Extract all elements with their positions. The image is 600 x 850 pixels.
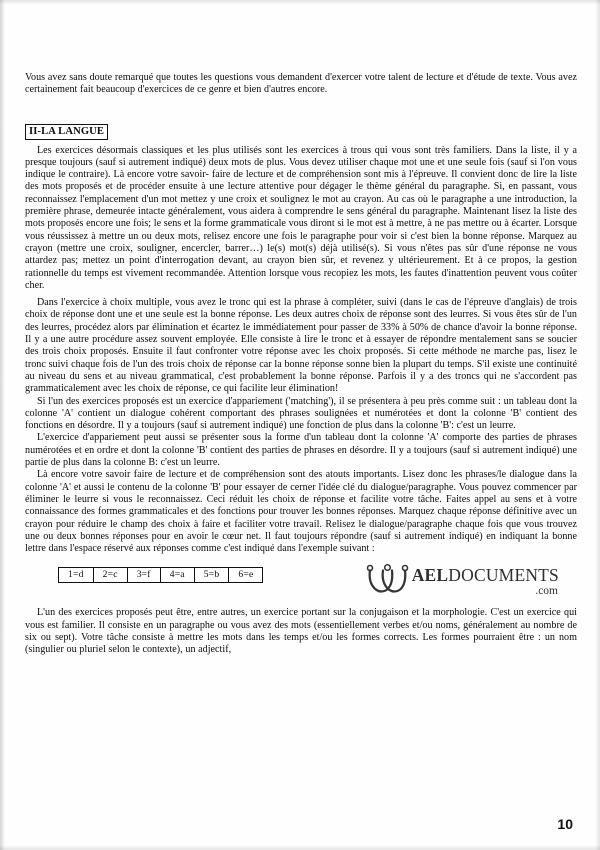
intro-paragraph: Vous avez sans doute remarqué que toutes les questions vous demandent d'exercer votre talent de lecture et d'étude de texte. Vous avez certainement fait beaucoup d'exercices de ce genre et bien d'autres encore. xyxy=(25,72,577,96)
page-number: 10 xyxy=(557,816,573,832)
paragraph-2: Dans l'exercice à choix multiple, vous avez le tronc qui est la phrase à compléter, suivi (dans le cas de l'épreuve d'anglais) de trois choix de réponse dont une et une seule est la bonne réponse. Les deux autres choix de réponse sont des leurres. Si vous êtes sûr de l'un des leurres, procédez alors par élimination et écartez le immédiatement pour passer de 33% à 50% de chance d'avoir la bonne réponse. Il y a une autre procédure assez souvent employée. Elle consiste à lire le tronc et à essayer de répondre mentalement sans se soucier des trois choix proposés. Ensuite il faut confronter votre réponse avec les choix proposés. Si cette méthode ne marche pas, lisez le tronc suivi chaque fois de l'un des trois choix de réponse car la bonne réponse sonne bien la plupart du temps. S'il existe une continuité au niveau du sens et au niveau grammatical, c'est probablement la bonne réponse. Parfois il y a des troncs qui ne s'accordent pas grammaticalement avec les choix de réponse, ce qui facilite leur élimination! xyxy=(25,297,577,395)
answer-cell-4: 4=a xyxy=(160,568,194,583)
watermark-text xyxy=(412,561,559,597)
watermark-name-rest: DOCUMENTS xyxy=(448,565,559,586)
scan-edge-bottom xyxy=(0,845,600,850)
scan-edge-left xyxy=(0,0,5,850)
answer-key-row xyxy=(25,567,577,597)
section-heading-wrap xyxy=(25,121,577,140)
answer-key-table xyxy=(58,567,263,583)
watermark-logo xyxy=(365,561,559,597)
section-heading: II-LA LANGUE xyxy=(25,124,108,140)
watermark-name-bold: AEL xyxy=(411,565,449,586)
answer-cell-5: 5=b xyxy=(194,568,229,583)
watermark-suffix: .com xyxy=(535,584,558,597)
table-row xyxy=(59,568,263,583)
scan-edge-top xyxy=(0,0,600,5)
answer-cell-1: 1=d xyxy=(59,568,94,583)
double-stethoscope-loop-icon xyxy=(365,563,411,597)
paragraph-3: Si l'un des exercices proposés est un exercice d'appariement ('matching'), il se présentera à peu près comme suit : un tableau dont la colonne 'A' contient un dialogue cohérent comportant des phrases soulignées et numérotées et dont la colonne 'B' contient des fonctions en désordre. Il y a toujours (sauf si autrement indiqué) une fonction de plus dans la colonne 'B': c'est un leurre. xyxy=(25,395,577,432)
paragraph-1: Les exercices désormais classiques et les plus utilisés sont les exercices à trous qui vous sont très familiers. Dans la liste, il y a presque toujours (sauf si autrement indiqué) deux mots de plus. Vous devez utiliser chaque mot une et une seule fois (sauf si l'on vous indique le contraire). Là encore votre savoir- faire de lecture et de compréhension sont mis à l'épreuve. Il convient donc de lire la liste des mots proposés et de procéder ensuite à une lecture attentive pour dégager le thème général du paragraphe. Si, en passant, vous reconnaissez l'emplacement d'un mot mettez y une croix et soulignez le mot au crayon. Au cas où le paragraphe a une introduction, la première phrase, demeurée intacte généralement, vous aidera à comprendre le sens général du paragraphe. Maintenant lisez la liste des mots proposés encore une fois; le sens et la forme grammaticale vous diront si le mot est à mettre, à ne pas mettre ou à écarter. Lorsque vous réussissez à mettre un ou deux mots, relisez encore une fois le paragraphe pour voir si c'est bien la bonne réponse. Marquez au crayon (mettre une croix, souligner, encercler, barrer…) le(s) mot(s) déjà utilisé(s). Si vous n'êtes pas sûr d'une réponse ne vous attardez pas; mettez un point d'interrogation devant, au crayon bien sûr, et revenez y ultérieurement. Et à ce propos, la gestion rationnelle du temps est vivement recommandée. Attention lorsque vous recopiez les mots, les fautes d'inattention peuvent vous coûter cher. xyxy=(25,144,577,291)
watermark-name xyxy=(412,567,559,585)
scan-edge-right xyxy=(595,0,600,850)
answer-cell-2: 2=c xyxy=(93,568,127,583)
answer-cell-6: 6=e xyxy=(229,568,263,583)
page-content xyxy=(25,72,577,657)
answer-cell-3: 3=f xyxy=(127,568,160,583)
paragraph-5: Là encore votre savoir faire de lecture et de compréhension sont des atouts importants. Lisez donc les phrases/le dialogue dans la colonne 'A' et aussi le contenu de la colonne 'B' pour essayer de cerner l'idée clé du dialogue/paragraphe. Vous pouvez commencer par éliminer le leurre si vous le reconnaissez. Ceci réduit les choix de réponse et facilite votre tâche. Faites appel au sens et à votre connaissance des formes grammaticales et des fonctions pour trouver les bonnes réponses. Marquez chaque réponse définitive avec un crayon pour réduire le champ des choix à faire et faciliter votre travail. Relisez le dialogue/paragraphe chaque fois que vous trouvez une ou deux bonnes réponses pour en avoir le cœur net. Il faut toujours répondre (sauf si autrement indiqué) en indiquant la bonne lettre dans l'espace réservé aux réponses comme c'est indiqué dans l'exemple suivant : xyxy=(25,469,577,555)
closing-paragraph: L'un des exercices proposés peut être, entre autres, un exercice portant sur la conjugaison et la morphologie. C'est un exercice qui vous est familier. Il consiste en un paragraphe ou vous avez des mots (essentiellement verbes et/ou noms, généralement au nombre de six ou sept). Votre tâche consiste à mettre les mots dans les temps et/ou les formes corrects. Les formes pourraient être : un nom (singulier ou pluriel selon le contexte), un adjectif, xyxy=(25,607,577,656)
intro-block xyxy=(25,72,577,97)
paragraph-4: L'exercice d'appariement peut aussi se présenter sous la forme d'un tableau dont la colonne 'A' comporte des parties de phrases numérotées et en ordre et dont la colonne 'B' contient des parties de phrases en désordre. Il y a toujours (sauf si autrement indiqué) une partie de plus dans la colonne B: c'est un leurre. xyxy=(25,432,577,469)
